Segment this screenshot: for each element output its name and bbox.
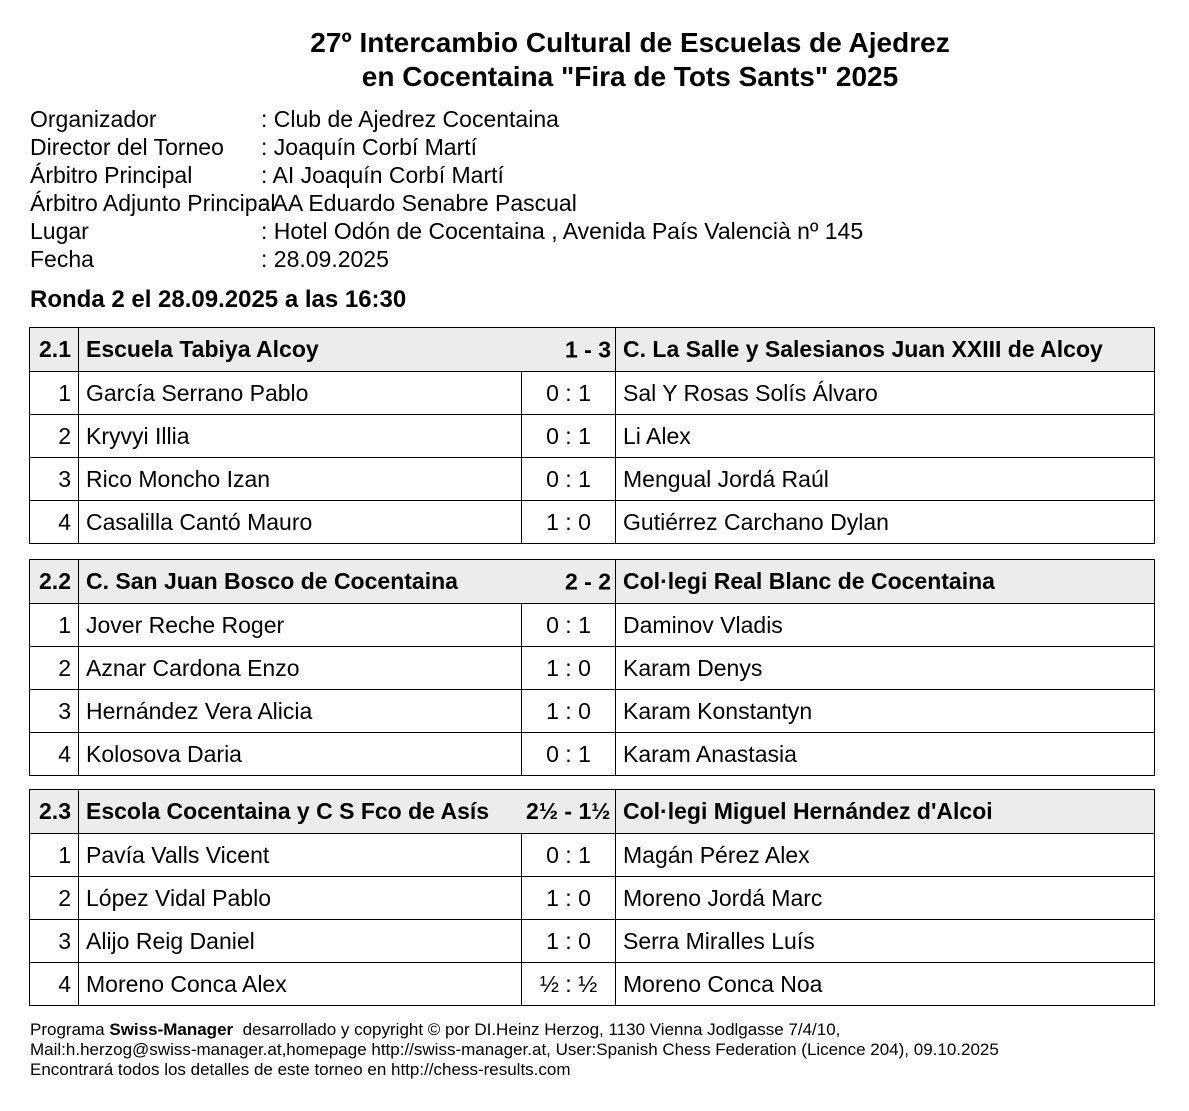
- info-label: Árbitro Principal: [30, 162, 193, 188]
- info-label: Director del Torneo: [30, 134, 224, 160]
- match-number: 2.1: [30, 328, 79, 372]
- game-row: [30, 458, 1155, 501]
- board-number: 3: [30, 690, 79, 733]
- match-score: 2 - 2: [564, 568, 612, 594]
- team-a-cell: [79, 328, 616, 372]
- white-player: Jover Reche Roger: [79, 604, 522, 647]
- team-a-cell: [79, 560, 616, 604]
- team-a-name: Escuela Tabiya Alcoy: [86, 336, 319, 362]
- white-player: García Serrano Pablo: [79, 372, 522, 415]
- game-result: 1 : 0: [522, 877, 616, 920]
- game-row: [30, 647, 1155, 690]
- black-player: Gutiérrez Carchano Dylan: [616, 501, 1155, 544]
- team-b-name: Col·legi Miguel Hernández d'Alcoi: [616, 790, 1155, 834]
- info-value: : Hotel Odón de Cocentaina , Avenida País Valencià nº 145: [261, 218, 864, 244]
- info-label: Fecha: [30, 246, 94, 272]
- white-player: López Vidal Pablo: [79, 877, 522, 920]
- white-player: Kolosova Daria: [79, 733, 522, 776]
- game-result: 0 : 1: [522, 733, 616, 776]
- black-player: Li Alex: [616, 415, 1155, 458]
- footer: [30, 1020, 999, 1080]
- game-result: 1 : 0: [522, 920, 616, 963]
- match-score: 2½ - 1½: [522, 790, 616, 834]
- game-result: 1 : 0: [522, 690, 616, 733]
- board-number: 2: [30, 877, 79, 920]
- white-player: Alijo Reig Daniel: [79, 920, 522, 963]
- footer-prefix: Programa: [30, 1020, 110, 1039]
- black-player: Sal Y Rosas Solís Álvaro: [616, 372, 1155, 415]
- game-result: 0 : 1: [522, 458, 616, 501]
- team-b-name: C. La Salle y Salesianos Juan XXIII de Alcoy: [616, 328, 1155, 372]
- info-value: : AI Joaquín Corbí Martí: [261, 162, 504, 188]
- white-player: Aznar Cardona Enzo: [79, 647, 522, 690]
- board-number: 4: [30, 733, 79, 776]
- game-row: [30, 963, 1155, 1006]
- white-player: Pavía Valls Vicent: [79, 834, 522, 877]
- match-header-row: [30, 790, 1155, 834]
- white-player: Kryvyi Illia: [79, 415, 522, 458]
- board-number: 1: [30, 604, 79, 647]
- game-row: [30, 415, 1155, 458]
- match-table: [29, 327, 1155, 544]
- tournament-title-line1: 27º Intercambio Cultural de Escuelas de Ajedrez: [310, 27, 950, 58]
- footer-line1: [30, 1020, 999, 1040]
- game-row: [30, 690, 1155, 733]
- game-row: [30, 372, 1155, 415]
- white-player: Rico Moncho Izan: [79, 458, 522, 501]
- footer-brand: Swiss-Manager: [109, 1020, 234, 1039]
- match-number: 2.2: [30, 560, 79, 604]
- black-player: Karam Konstantyn: [616, 690, 1155, 733]
- game-row: [30, 920, 1155, 963]
- info-value: : Joaquín Corbí Martí: [261, 134, 478, 160]
- board-number: 4: [30, 963, 79, 1006]
- game-result: 0 : 1: [522, 415, 616, 458]
- match-table: [29, 559, 1155, 776]
- board-number: 2: [30, 415, 79, 458]
- board-number: 3: [30, 920, 79, 963]
- white-player: Moreno Conca Alex: [79, 963, 522, 1006]
- board-number: 3: [30, 458, 79, 501]
- game-row: [30, 733, 1155, 776]
- game-result: 0 : 1: [522, 834, 616, 877]
- info-value: : AA Eduardo Senabre Pascual: [261, 190, 577, 216]
- game-result: 0 : 1: [522, 604, 616, 647]
- game-row: [30, 604, 1155, 647]
- game-row: [30, 834, 1155, 877]
- match-header-row: [30, 560, 1155, 604]
- match-score: 1 - 3: [564, 336, 612, 362]
- match-table: [29, 789, 1155, 1006]
- match-number: 2.3: [30, 790, 79, 834]
- footer-line3: Encontrará todos los detalles de este torneo en http://chess-results.com: [30, 1060, 571, 1079]
- black-player: Magán Pérez Alex: [616, 834, 1155, 877]
- board-number: 2: [30, 647, 79, 690]
- black-player: Karam Anastasia: [616, 733, 1155, 776]
- black-player: Mengual Jordá Raúl: [616, 458, 1155, 501]
- info-label: Organizador: [30, 106, 157, 132]
- footer-line2: Mail:h.herzog@swiss-manager.at,homepage http://swiss-manager.at, User:Spanish Chess Federation (Licence 204), 09.10.2025: [30, 1040, 999, 1059]
- team-a-name: C. San Juan Bosco de Cocentaina: [86, 568, 458, 594]
- team-a-name: Escola Cocentaina y C S Fco de Asís: [79, 790, 522, 834]
- info-value: : 28.09.2025: [261, 246, 389, 272]
- info-label: Lugar: [30, 218, 89, 244]
- team-b-name: Col·legi Real Blanc de Cocentaina: [616, 560, 1155, 604]
- white-player: Casalilla Cantó Mauro: [79, 501, 522, 544]
- match-header-row: [30, 328, 1155, 372]
- game-row: [30, 501, 1155, 544]
- tournament-title-line2: en Cocentaina "Fira de Tots Sants" 2025: [361, 61, 899, 92]
- black-player: Serra Miralles Luís: [616, 920, 1155, 963]
- black-player: Karam Denys: [616, 647, 1155, 690]
- game-result: ½ : ½: [522, 963, 616, 1006]
- round-title: Ronda 2 el 28.09.2025 a las 16:30: [30, 286, 407, 313]
- black-player: Daminov Vladis: [616, 604, 1155, 647]
- game-row: [30, 877, 1155, 920]
- footer-copyright: desarrollado y copyright © por DI.Heinz Herzog, 1130 Vienna Jodlgasse 7/4/10,: [233, 1020, 841, 1039]
- game-result: 1 : 0: [522, 501, 616, 544]
- black-player: Moreno Conca Noa: [616, 963, 1155, 1006]
- board-number: 1: [30, 372, 79, 415]
- board-number: 1: [30, 834, 79, 877]
- info-label: Árbitro Adjunto Principal: [30, 190, 276, 216]
- board-number: 4: [30, 501, 79, 544]
- black-player: Moreno Jordá Marc: [616, 877, 1155, 920]
- info-value: : Club de Ajedrez Cocentaina: [261, 106, 559, 132]
- white-player: Hernández Vera Alicia: [79, 690, 522, 733]
- game-result: 1 : 0: [522, 647, 616, 690]
- game-result: 0 : 1: [522, 372, 616, 415]
